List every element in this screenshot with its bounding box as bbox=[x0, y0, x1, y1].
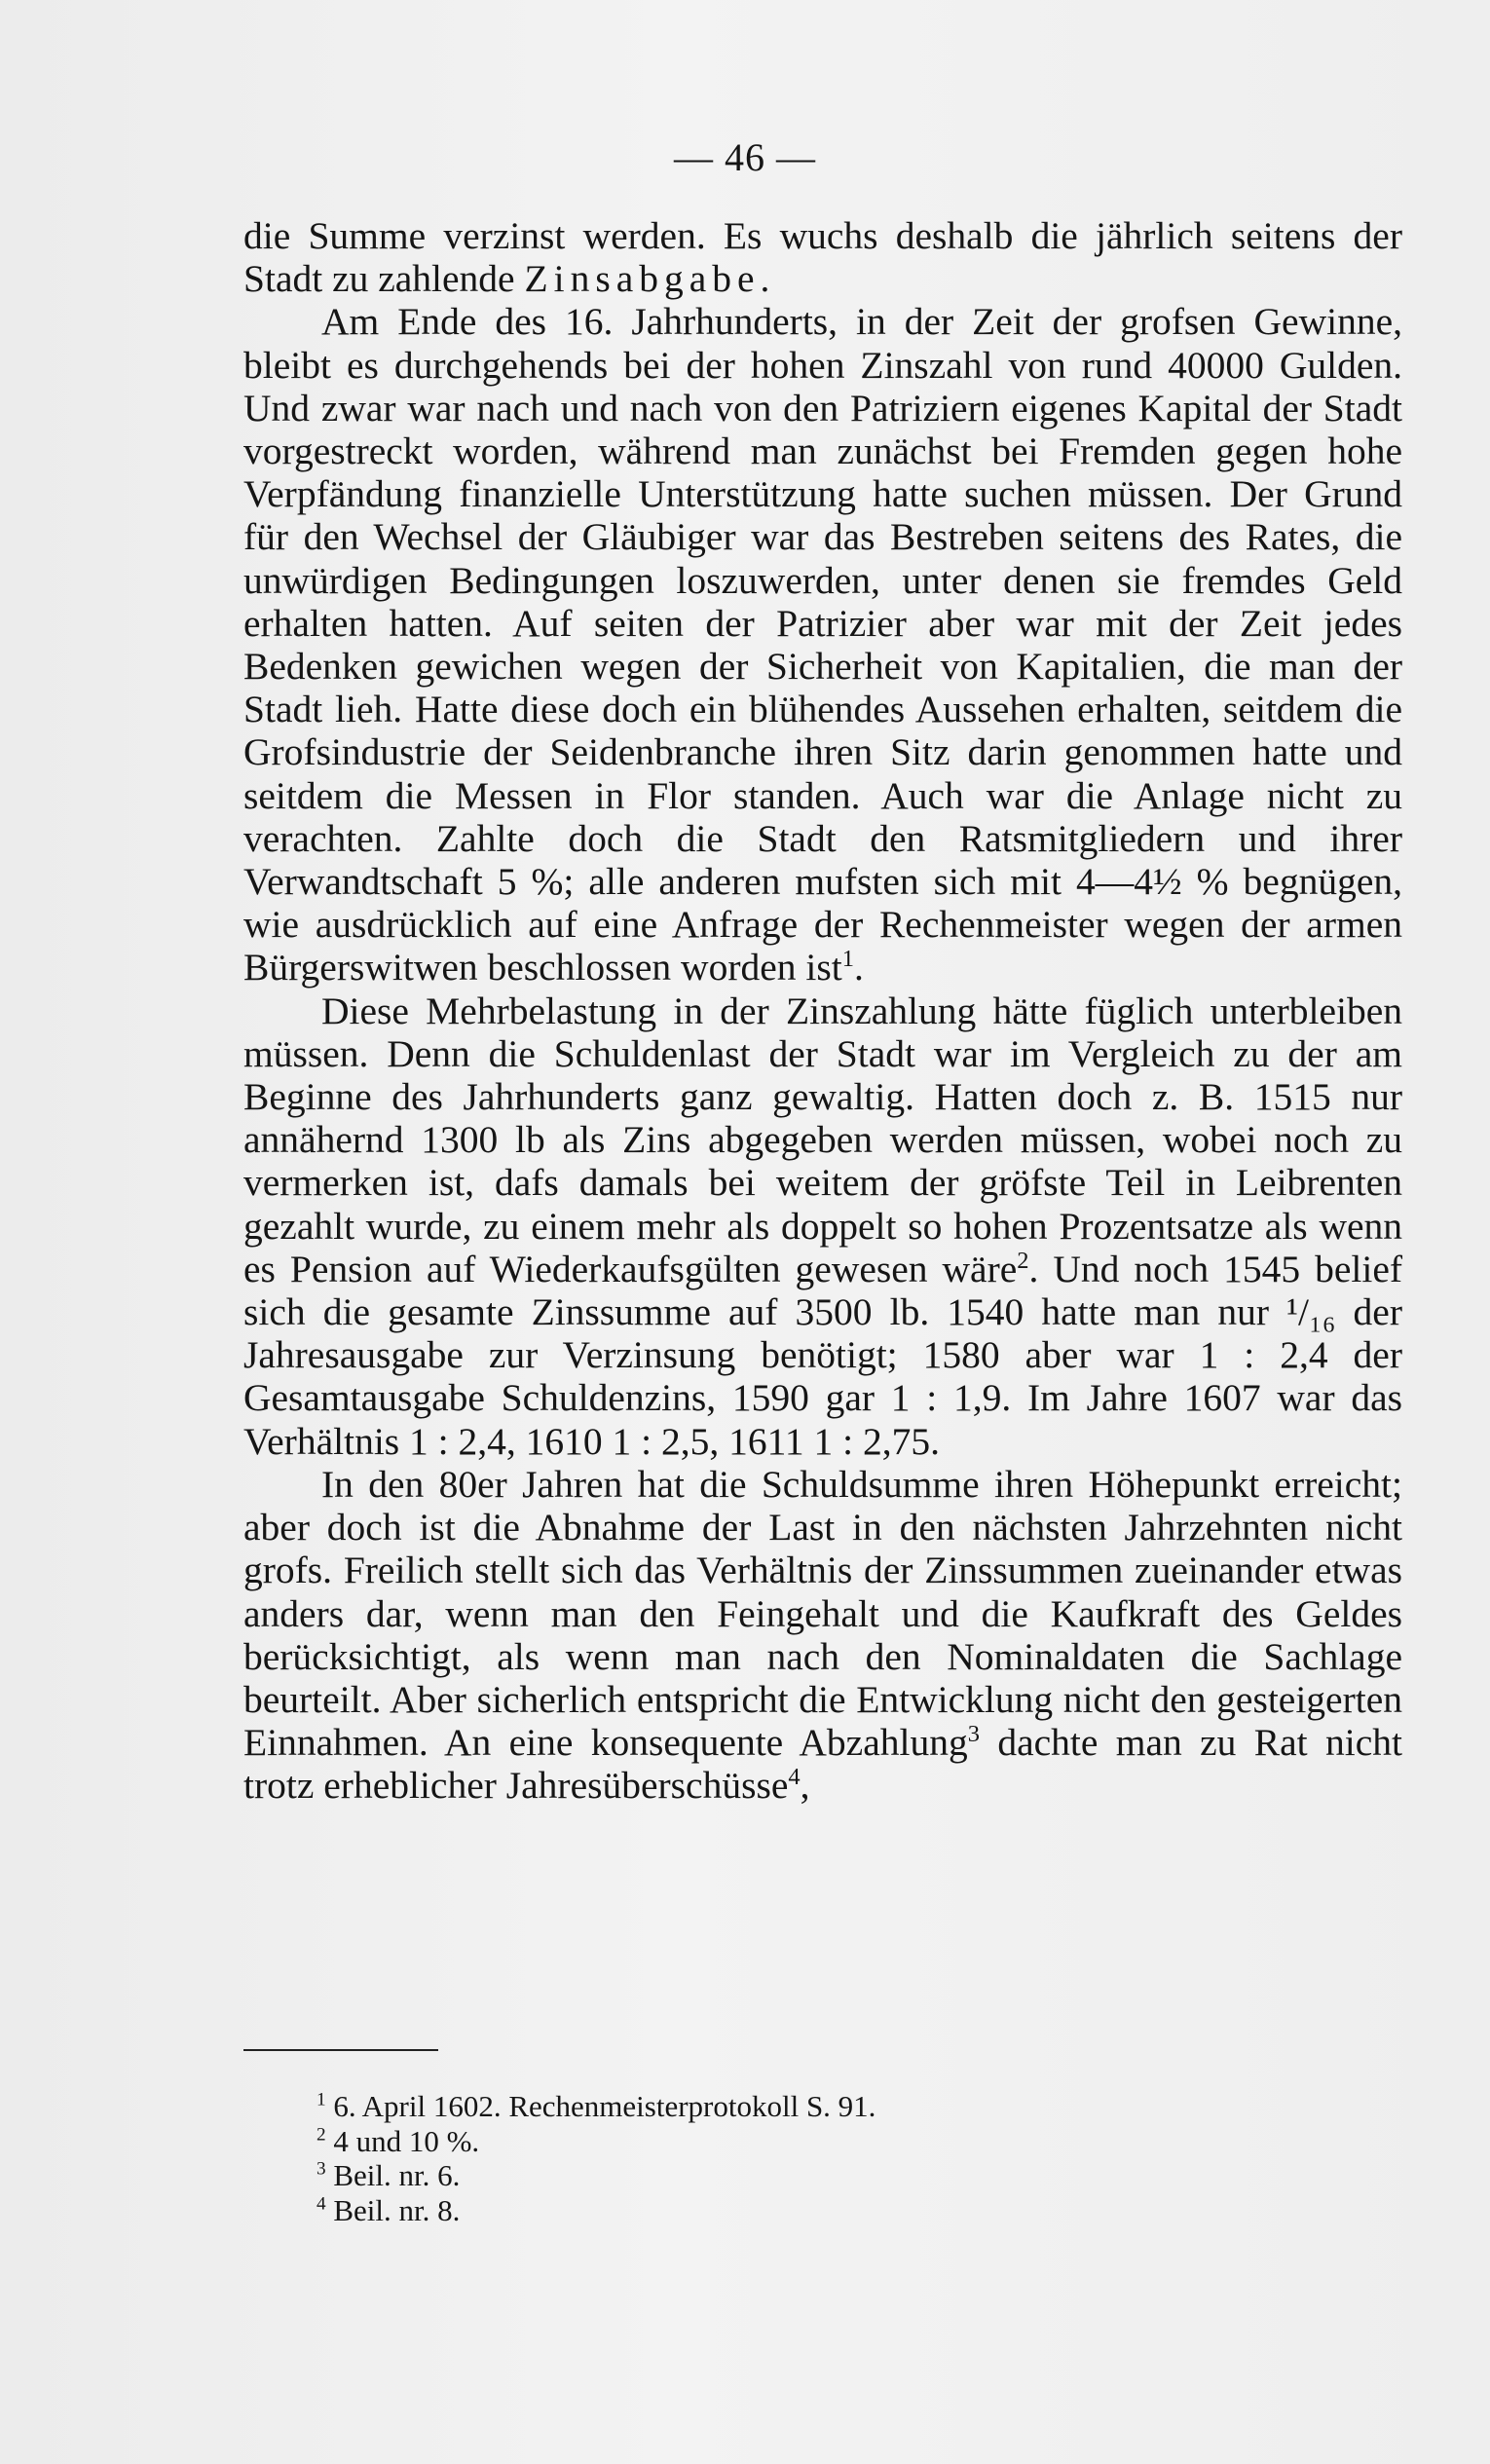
text-run: . bbox=[760, 257, 770, 301]
footnote-marker: 4 bbox=[317, 2193, 326, 2215]
footnote-divider bbox=[243, 2049, 438, 2051]
footnote-text: Beil. nr. 8. bbox=[325, 2192, 461, 2227]
footnote-text: 4 und 10 %. bbox=[325, 2123, 480, 2158]
text-run: Diese Mehrbelastung in der Zinszahlung hätte füglich unterbleiben müssen. Denn die Schuldenlast der Stadt war im Vergleich zu der am Beginne des Jahrhunderts ganz gewaltig. Hatten doch z. B. 1515 nur annähernd 1300 lb als Zins abgegeben werden müssen, wobei noch zu vermerken ist, dafs damals bei weitem der gröfste Teil in Leibrenten gezahlt wurde, zu einem mehr als doppelt so hohen Prozentsatze als wenn es Pension auf Wiederkaufsgülten gewesen wäre bbox=[243, 989, 1402, 1290]
footnote-reference: 4 bbox=[788, 1764, 801, 1791]
footnote bbox=[317, 2124, 1339, 2159]
text-run: die Summe verzinst werden. Es wuchs deshalb die jährlich seitens der Stadt zu zahlende bbox=[243, 214, 1402, 301]
footnote-marker: 1 bbox=[317, 2089, 326, 2110]
footnote-reference: 1 bbox=[841, 946, 854, 973]
page-number: — 46 — bbox=[674, 135, 816, 179]
footnote bbox=[317, 2089, 1339, 2124]
footnote-text: 6. April 1602. Rechenmeisterprotokoll S. 91. bbox=[325, 2089, 876, 2123]
text-run: , bbox=[800, 1764, 810, 1808]
text-run: dachte man zu Rat nicht trotz erheblicher Jahresüberschüsse bbox=[243, 1721, 1402, 1808]
emphasized-term: Zinsabgabe bbox=[524, 257, 761, 301]
paragraph bbox=[243, 214, 1402, 300]
footnote bbox=[317, 2193, 1339, 2228]
footnotes bbox=[317, 2089, 1339, 2227]
paragraph bbox=[243, 989, 1402, 1463]
footnote-text: Beil. nr. 6. bbox=[325, 2158, 461, 2192]
paragraph bbox=[243, 1463, 1402, 1808]
footnote-reference: 3 bbox=[967, 1720, 980, 1747]
text-run: . bbox=[853, 946, 864, 989]
footnote-reference: 2 bbox=[1017, 1247, 1029, 1274]
footnote bbox=[317, 2158, 1339, 2193]
paragraph bbox=[243, 300, 1402, 989]
text-run: . Und noch 1545 belief sich die gesamte Zinssumme auf 3500 lb. 1540 hatte man nur ¹/₁₆ der Jahresausgabe zur Verzinsung benötigt; 1580 aber war 1 : 2,4 der Gesamtausgabe Schuldenzins, 1590 gar 1 : 1,9. Im Jahre 1607 war das Verhältnis 1 : 2,4, 1610 1 : 2,5, 1611 1 : 2,75. bbox=[243, 1247, 1403, 1463]
footnote-marker: 2 bbox=[317, 2124, 326, 2146]
footnote-marker: 3 bbox=[317, 2158, 326, 2180]
text-run: Am Ende des 16. Jahrhunderts, in der Zeit der grofsen Gewinne, bleibt es durchgehends bei der hohen Zinszahl von rund 40000 Gulden. Und zwar war nach und nach von den Patriziern eigenes Kapital der Stadt vorgestreckt worden, während man zunächst bei Fremden gegen hohe Verpfändung finanzielle Unterstützung hatte suchen müssen. Der Grund für den Wechsel der Gläubiger war das Bestreben seitens des Rates, die unwürdigen Bedingungen loszuwerden, unter denen sie fremdes Geld erhalten hatten. Auf seiten der Patrizier aber war mit der Zeit jedes Bedenken gewichen wegen der Sicherheit von Kapitalien, die man der Stadt lieh. Hatte diese doch ein blühendes Aussehen erhalten, seitdem die Grofsindustrie der Seidenbranche ihren Sitz darin genommen hatte und seitdem die Messen in Flor standen. Auch war die Anlage nicht zu verachten. Zahlte doch die Stadt den Ratsmitgliedern und ihrer Verwandtschaft 5 %; alle anderen mufsten sich mit 4—4½ % begnügen, wie ausdrücklich auf eine Anfrage der Rechenmeister wegen der armen Bürgerswitwen beschlossen worden ist bbox=[243, 300, 1402, 989]
text-run: In den 80er Jahren hat die Schuldsumme ihren Höhepunkt erreicht; aber doch ist die Abnahme der Last in den nächsten Jahrzehnten nicht grofs. Freilich stellt sich das Verhältnis der Zinssummen zueinander etwas anders dar, wenn man den Feingehalt und die Kaufkraft des Geldes berücksichtigt, als wenn man nach den Nominaldaten die Sachlage beurteilt. Aber sicherlich entspricht die Entwicklung nicht den gesteigerten Einnahmen. An eine konsequente Abzahlung bbox=[243, 1462, 1402, 1765]
body-text bbox=[243, 214, 1402, 1808]
